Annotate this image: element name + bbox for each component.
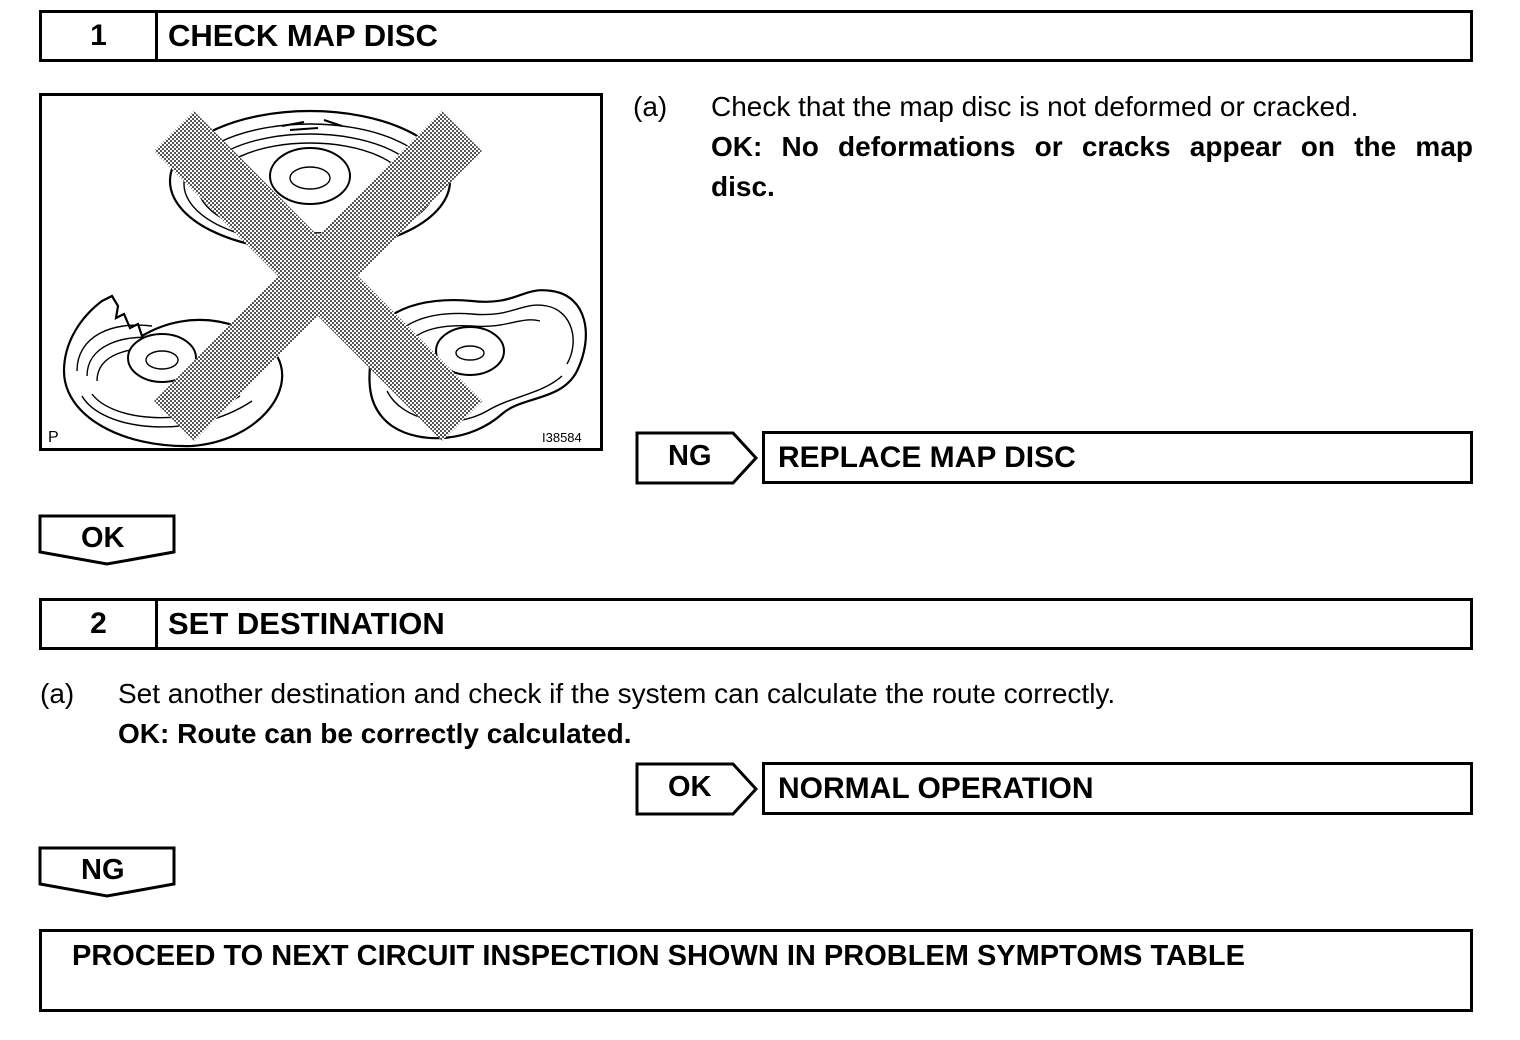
replace-map-disc-label: REPLACE MAP DISC <box>778 440 1076 474</box>
ok-criterion: OK: Route can be correctly calculated. <box>118 718 632 749</box>
step-1-instruction <box>633 87 1473 217</box>
ng-flow-label: NG <box>81 854 125 886</box>
step-number: 2 <box>42 601 158 647</box>
step-number: 1 <box>42 13 158 59</box>
normal-operation-box <box>762 762 1473 815</box>
figure-corner-mark: P <box>48 429 59 446</box>
ok-criterion-cont: disc. <box>711 171 775 202</box>
instruction-letter: (a) <box>633 91 668 122</box>
step-title: SET DESTINATION <box>168 606 445 641</box>
proceed-next-inspection-box <box>39 929 1473 1012</box>
step-2-instruction <box>40 674 1470 758</box>
instruction-text: Check that the map disc is not deformed or cracked. <box>711 91 1359 122</box>
deformed-disc-drawing <box>42 96 600 448</box>
replace-map-disc-box <box>762 431 1473 484</box>
normal-operation-label: NORMAL OPERATION <box>778 771 1094 805</box>
ok-flow-tag <box>38 514 177 566</box>
instruction-letter: (a) <box>40 678 75 709</box>
step-2-header <box>39 598 1473 650</box>
ok-tag-label: OK <box>668 771 712 803</box>
step-title: CHECK MAP DISC <box>168 18 438 53</box>
ok-criterion: OK: No deformations or cracks appear on the map <box>711 131 1473 162</box>
ng-flow-tag <box>38 846 177 898</box>
ok-flow-label: OK <box>81 522 125 554</box>
proceed-next-inspection-label: PROCEED TO NEXT CIRCUIT INSPECTION SHOWN IN PROBLEM SYMPTOMS TABLE <box>72 940 1245 972</box>
map-disc-illustration <box>39 93 603 451</box>
ok-result-tag <box>635 762 759 816</box>
ng-tag-label: NG <box>668 440 712 472</box>
instruction-text: Set another destination and check if the system can calculate the route correctly. <box>118 678 1116 709</box>
ng-result-tag <box>635 431 759 485</box>
figure-id: I38584 <box>542 430 582 445</box>
step-1-header <box>39 10 1473 62</box>
